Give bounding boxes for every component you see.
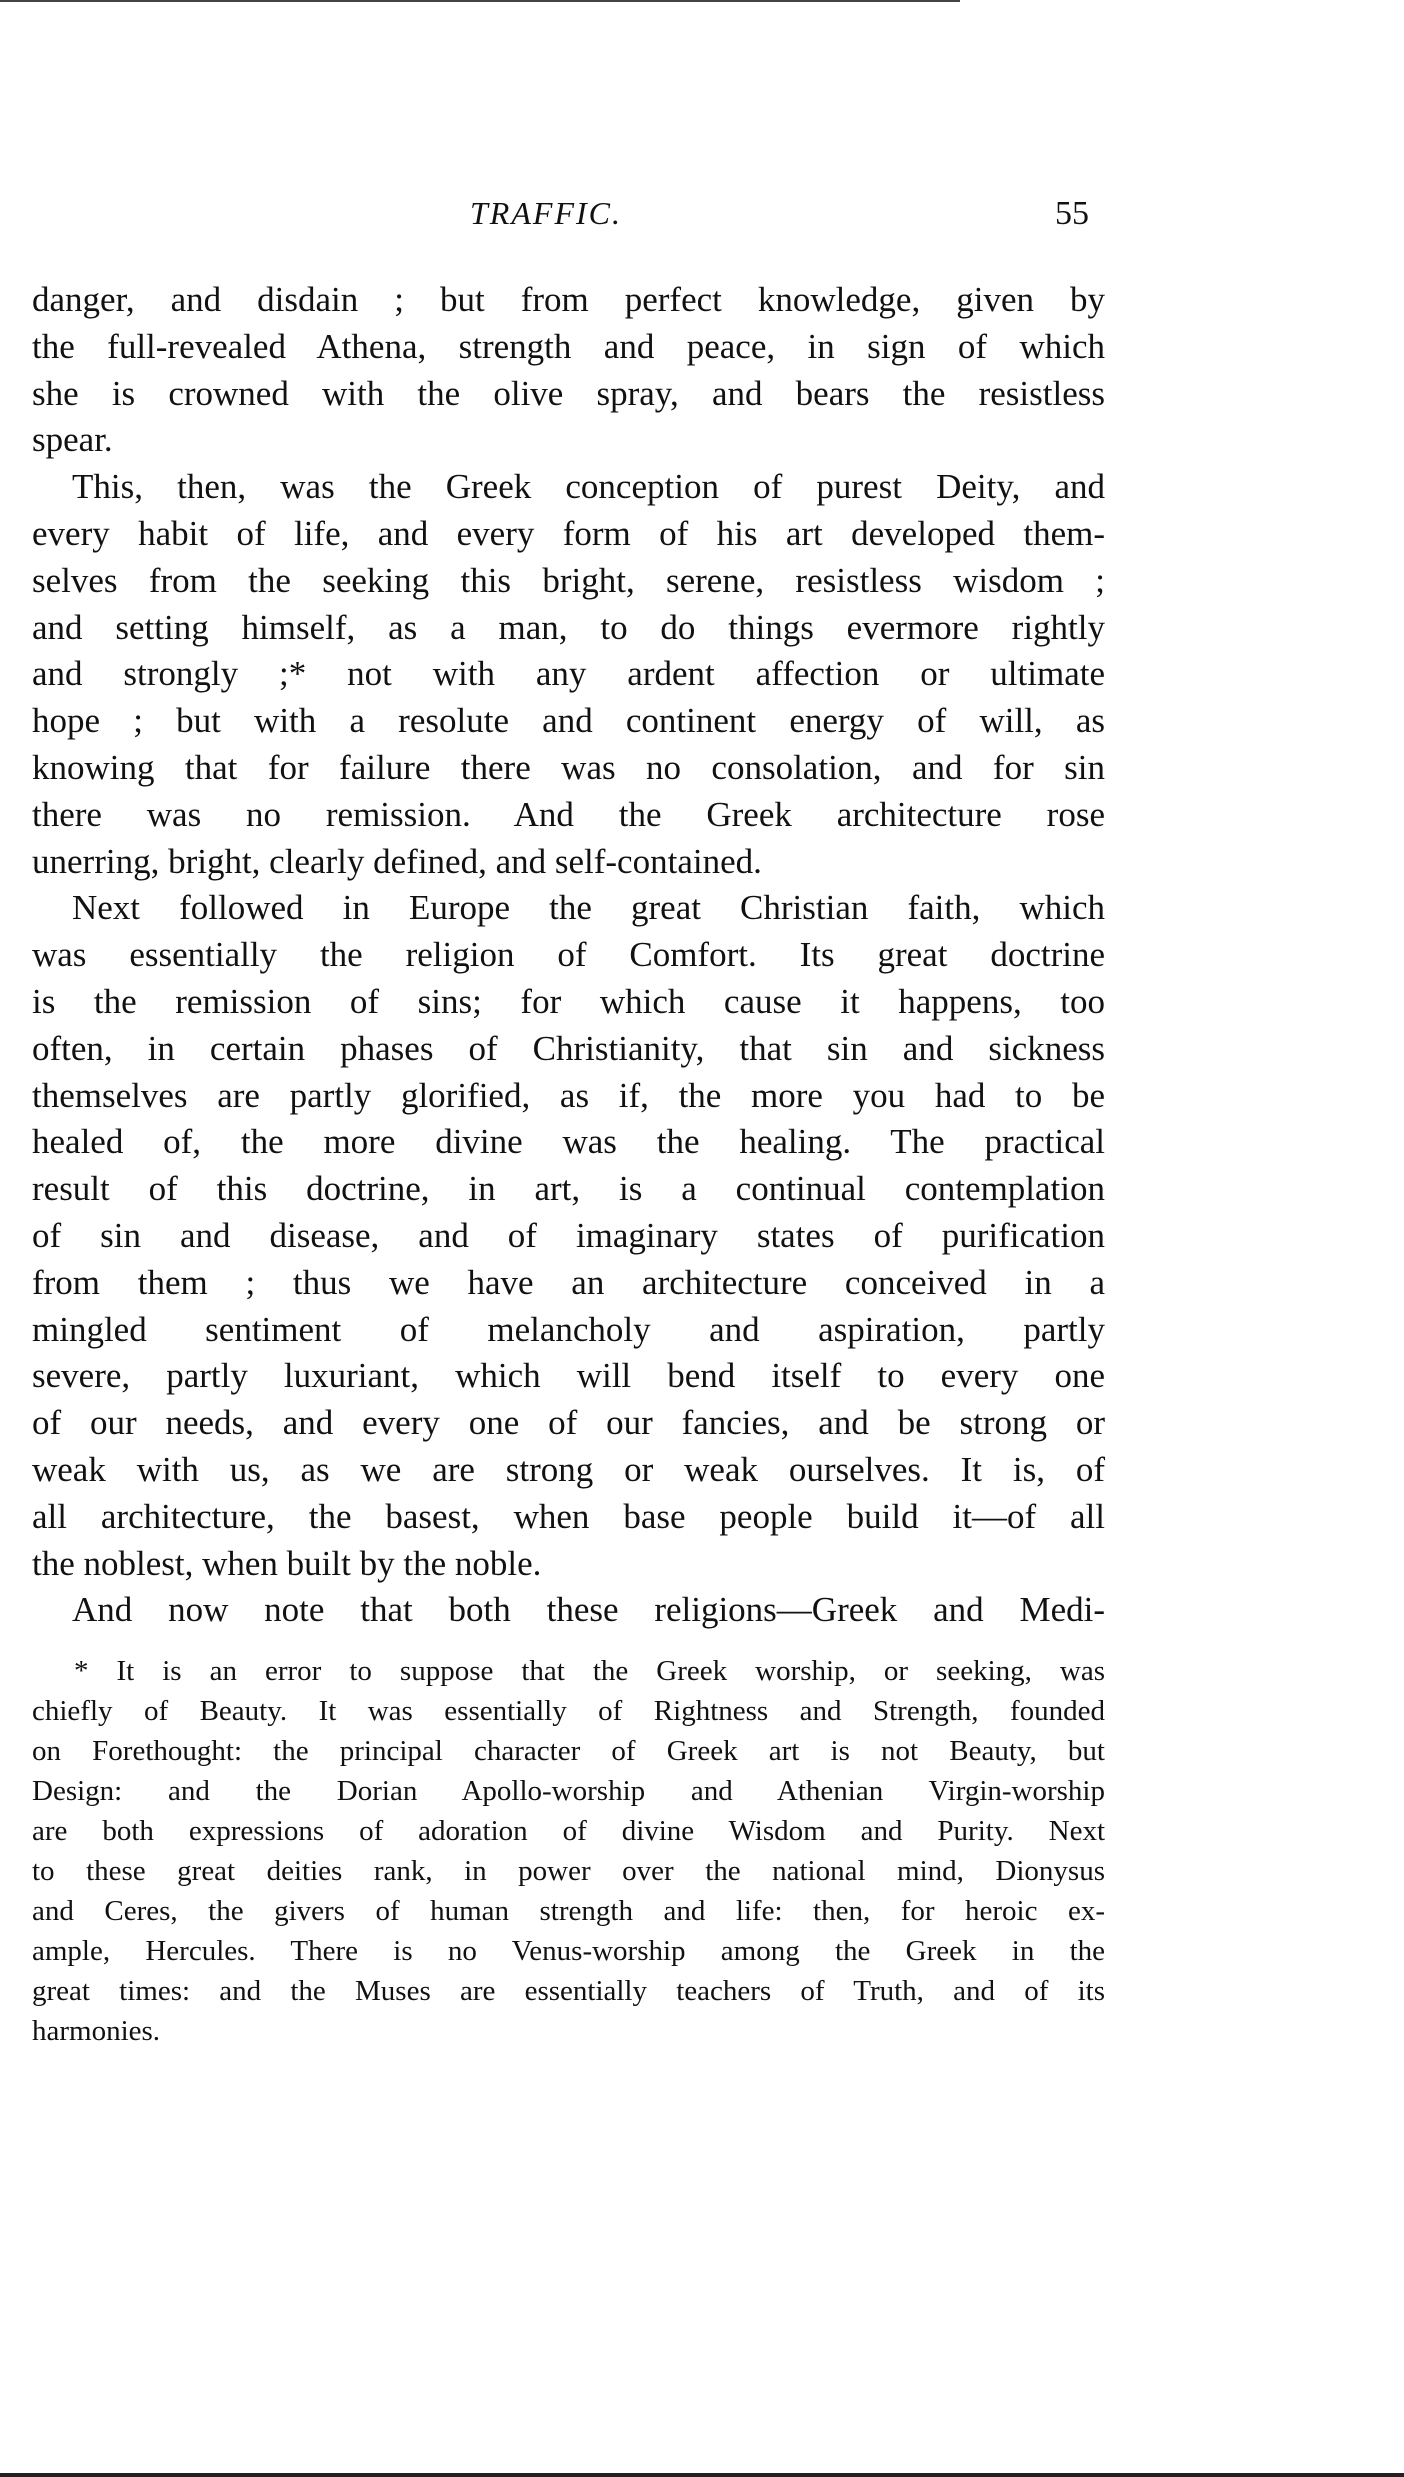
body-text [32, 277, 1105, 1634]
body-line: weak with us, as we are strong or weak ourselves. It is, of [32, 1449, 1105, 1489]
body-line: is the remission of sins; for which cause it happens, too [32, 981, 1105, 1021]
body-line: severe, partly luxuriant, which will bend itself to every one [32, 1356, 1105, 1396]
body-line: often, in certain phases of Christianity, that sin and sickness [32, 1028, 1105, 1068]
top-edge-rule [0, 0, 960, 2]
body-line: from them ; thus we have an architecture conceived in a [32, 1262, 1105, 1302]
body-line: healed of, the more divine was the healing. The practical [32, 1122, 1105, 1162]
body-line: knowing that for failure there was no consolation, and for sin [32, 747, 1105, 787]
body-line: the full-revealed Athena, strength and peace, in sign of which [32, 326, 1105, 366]
body-line: unerring, bright, clearly defined, and self-contained. [32, 841, 762, 881]
page-number: 55 [1055, 195, 1089, 232]
body-line: spear. [32, 420, 113, 460]
body-line: themselves are partly glorified, as if, the more you had to be [32, 1075, 1105, 1115]
footnote-line: great times: and the Muses are essentially teachers of Truth, and of its [32, 1975, 1105, 2007]
body-line: of our needs, and every one of our fancies, and be strong or [32, 1403, 1105, 1443]
footnote-line: and Ceres, the givers of human strength and life: then, for heroic ex- [32, 1895, 1105, 1927]
footnote [32, 1651, 1105, 2051]
body-line: selves from the seeking this bright, serene, resistless wisdom ; [32, 560, 1105, 600]
footnote-line: * It is an error to suppose that the Greek worship, or seeking, was [74, 1655, 1105, 1687]
body-line: there was no remission. And the Greek architecture rose [32, 794, 1105, 834]
body-line: the noblest, when built by the noble. [32, 1543, 542, 1583]
footnote-line: chiefly of Beauty. It was essentially of Rightness and Strength, founded [32, 1695, 1105, 1727]
footnote-line: on Forethought: the principal character of Greek art is not Beauty, but [32, 1735, 1105, 1767]
body-line: hope ; but with a resolute and continent energy of will, as [32, 701, 1105, 741]
body-line: mingled sentiment of melancholy and aspiration, partly [32, 1309, 1105, 1349]
body-line: Next followed in Europe the great Christian faith, which [72, 888, 1105, 928]
body-line: danger, and disdain ; but from perfect knowledge, given by [32, 280, 1105, 319]
body-line: of sin and disease, and of imaginary states of purification [32, 1215, 1105, 1255]
body-line: and strongly ;* not with any ardent affection or ultimate [32, 654, 1105, 694]
body-line: result of this doctrine, in art, is a continual contemplation [32, 1169, 1105, 1209]
body-line: And now note that both these religions—Greek and Medi- [72, 1590, 1105, 1630]
footnote-line: to these great deities rank, in power over the national mind, Dionysus [32, 1855, 1105, 1887]
body-line: was essentially the religion of Comfort. Its great doctrine [32, 935, 1105, 975]
body-line: she is crowned with the olive spray, and bears the resistless [32, 373, 1105, 413]
bottom-edge-rule [0, 2473, 1404, 2477]
running-title: TRAFFIC. [470, 195, 622, 231]
body-line: every habit of life, and every form of his art developed them- [32, 513, 1105, 553]
body-line: and setting himself, as a man, to do things evermore rightly [32, 607, 1105, 647]
footnote-line: harmonies. [32, 2015, 161, 2047]
body-line: all architecture, the basest, when base people build it—of all [32, 1496, 1105, 1536]
footnote-line: ample, Hercules. There is no Venus-worship among the Greek in the [32, 1935, 1105, 1967]
footnote-line: are both expressions of adoration of divine Wisdom and Purity. Next [32, 1815, 1105, 1847]
body-line: This, then, was the Greek conception of purest Deity, and [72, 467, 1105, 507]
page-header [0, 195, 1404, 241]
footnote-line: Design: and the Dorian Apollo-worship and Athenian Virgin-worship [32, 1775, 1105, 1807]
